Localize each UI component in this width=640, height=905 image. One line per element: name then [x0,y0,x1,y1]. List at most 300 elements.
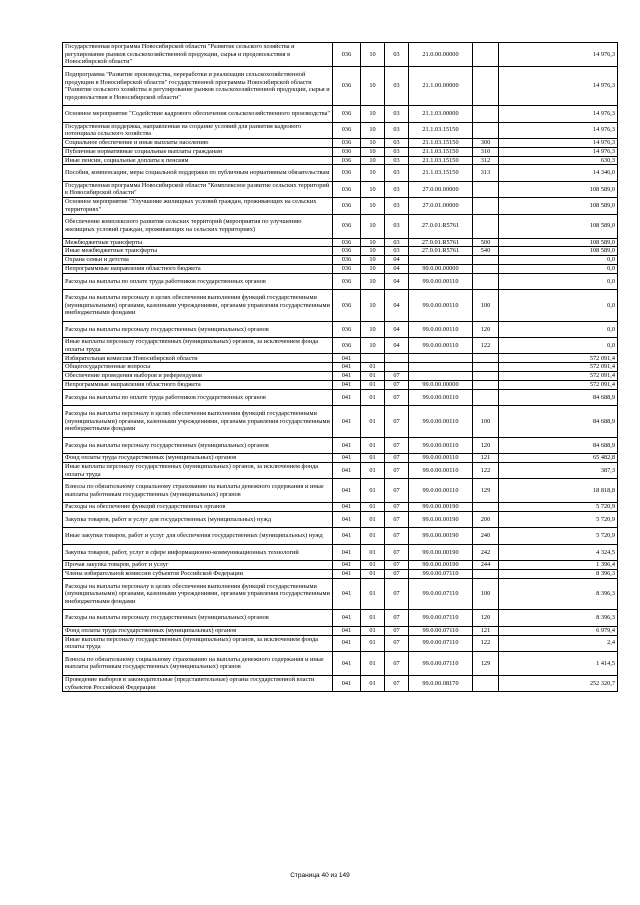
row-name-cell: Расходы на выплаты персоналу в целях обеспечения выполнения функций государственными (муниципальными) органами, казенными учреждениями, органами управления государственными внебюджетными фондами [63,290,333,322]
subsection-code-cell: 07 [385,675,409,691]
amount-cell: 387,3 [499,462,618,478]
amount-cell: 1 396,4 [499,561,618,570]
subsection-code-cell: 07 [385,389,409,405]
subsection-code-cell: 03 [385,67,409,106]
grbs-code-cell: 041 [333,635,361,651]
row-name-cell: Публичные нормативные социальные выплаты гражданам [63,147,333,156]
target-article-cell: 99.0.00.00110 [409,479,473,503]
table-row [63,437,618,453]
target-article-cell: 99.0.00.00110 [409,389,473,405]
amount-cell: 4 324,5 [499,544,618,560]
subsection-code-cell: 04 [385,290,409,322]
target-article-cell: 99.0.00.00110 [409,273,473,289]
section-code-cell: 01 [361,675,385,691]
grbs-code-cell: 041 [333,389,361,405]
table-row [63,122,618,138]
row-name-cell: Подпрограмма "Развитие производства, переработки и реализации сельскохозяйственной продукции в Новосибирской области" государственной программы Новосибирской области "Развитие сельского хозяйства и регулирование рынков сельскохозяйственной продукции, сырья и продовольствия в Новосибирской области" [63,67,333,106]
subsection-code-cell: 04 [385,273,409,289]
subsection-code-cell: 03 [385,147,409,156]
subsection-code-cell: 07 [385,610,409,626]
subsection-code-cell: 04 [385,256,409,265]
table-row [63,147,618,156]
row-name-cell: Избирательная комиссия Новосибирской области [63,354,333,363]
row-name-cell: Основное мероприятие "Улучшение жилищных условий граждан, проживающих на сельских территориях" [63,198,333,214]
row-name-cell: Пособия, компенсации, меры социальной поддержки по публичным нормативным обязательствам [63,165,333,181]
subsection-code-cell: 07 [385,462,409,478]
row-name-cell: Фонд оплаты труда государственных (муниципальных) органов [63,626,333,635]
subsection-code-cell: 07 [385,570,409,579]
target-article-cell: 99.0.00.00110 [409,290,473,322]
subsection-code-cell: 07 [385,479,409,503]
grbs-code-cell: 036 [333,138,361,147]
table-row [63,264,618,273]
section-code-cell: 10 [361,273,385,289]
expense-type-cell [473,570,499,579]
table-row [63,181,618,197]
subsection-code-cell: 03 [385,181,409,197]
row-name-cell: Расходы на выплаты персоналу в целях обеспечения выполнения функций государственными (муниципальными) органами, казенными учреждениями, органами управления государственными внебюджетными фондами [63,406,333,438]
table-row [63,138,618,147]
table-row [63,544,618,560]
target-article-cell: 99.0.00.00190 [409,503,473,512]
section-code-cell: 10 [361,106,385,122]
amount-cell: 14 346,0 [499,165,618,181]
amount-cell: 5 720,9 [499,512,618,528]
amount-cell: 0,0 [499,256,618,265]
grbs-code-cell: 041 [333,578,361,610]
expense-type-cell [473,503,499,512]
subsection-code-cell: 07 [385,380,409,389]
table-row [63,626,618,635]
expense-type-cell [473,363,499,372]
expense-type-cell: 122 [473,462,499,478]
grbs-code-cell: 041 [333,651,361,675]
amount-cell: 5 720,9 [499,503,618,512]
grbs-code-cell: 036 [333,67,361,106]
table-row [63,247,618,256]
grbs-code-cell: 041 [333,503,361,512]
table-row [63,372,618,381]
amount-cell: 252 320,7 [499,675,618,691]
target-article-cell: 27.0.01.00000 [409,198,473,214]
expense-type-cell [473,181,499,197]
table-row [63,561,618,570]
table-row [63,273,618,289]
section-code-cell: 01 [361,570,385,579]
section-code-cell: 01 [361,610,385,626]
subsection-code-cell: 07 [385,372,409,381]
subsection-code-cell: 04 [385,338,409,354]
row-name-cell: Члены избирательной комиссии субъектов Российской Федерации [63,570,333,579]
grbs-code-cell: 041 [333,372,361,381]
expense-type-cell: 129 [473,479,499,503]
grbs-code-cell: 041 [333,570,361,579]
subsection-code-cell: 03 [385,214,409,238]
target-article-cell: 99.0.00.07110 [409,578,473,610]
table-row [63,290,618,322]
grbs-code-cell: 041 [333,479,361,503]
target-article-cell: 21.1.03.15150 [409,122,473,138]
section-code-cell: 10 [361,256,385,265]
table-row [63,389,618,405]
grbs-code-cell: 036 [333,106,361,122]
section-code-cell: 01 [361,363,385,372]
row-name-cell: Иные выплаты персоналу государственных (муниципальных) органов, за исключением фонда оплаты труда [63,338,333,354]
subsection-code-cell: 07 [385,635,409,651]
expense-type-cell: 120 [473,610,499,626]
section-code-cell: 10 [361,43,385,67]
section-code-cell: 01 [361,372,385,381]
amount-cell: 5 720,9 [499,528,618,544]
row-name-cell: Иные закупки товаров, работ и услуг для обеспечения государственных (муниципальных) нужд [63,528,333,544]
table-row [63,321,618,337]
section-code-cell: 10 [361,247,385,256]
row-name-cell: Обеспечение проведения выборов и референдумов [63,372,333,381]
target-article-cell: 99.0.00.00000 [409,264,473,273]
table-row [63,512,618,528]
expense-type-cell [473,67,499,106]
grbs-code-cell: 036 [333,264,361,273]
section-code-cell: 10 [361,122,385,138]
subsection-code-cell: 03 [385,198,409,214]
budget-table [62,42,618,692]
expense-type-cell: 122 [473,635,499,651]
table-row [63,570,618,579]
amount-cell: 14 976,3 [499,122,618,138]
row-name-cell: Взносы по обязательному социальному страхованию на выплаты денежного содержания и иные выплаты работникам государственных (муниципальных) органов [63,651,333,675]
target-article-cell: 99.0.00.00190 [409,544,473,560]
grbs-code-cell: 036 [333,147,361,156]
target-article-cell: 99.0.00.00110 [409,338,473,354]
expense-type-cell: 100 [473,406,499,438]
grbs-code-cell: 036 [333,290,361,322]
table-row [63,363,618,372]
amount-cell: 14 976,3 [499,138,618,147]
grbs-code-cell: 041 [333,454,361,463]
row-name-cell: Иные выплаты персоналу государственных (муниципальных) органов, за исключением фонда оплаты труда [63,635,333,651]
target-article-cell: 99.0.00.07110 [409,626,473,635]
subsection-code-cell: 07 [385,544,409,560]
target-article-cell [409,363,473,372]
amount-cell: 0,0 [499,273,618,289]
expense-type-cell [473,372,499,381]
row-name-cell: Проведение выборов в законодательные (представительные) органы государственной власти субъектов Российской Федерации [63,675,333,691]
row-name-cell: Государственная программа Новосибирской области "Комплексное развитие сельских территорий в Новосибирской области" [63,181,333,197]
section-code-cell: 01 [361,389,385,405]
section-code-cell: 10 [361,156,385,165]
table-row [63,354,618,363]
section-code-cell: 01 [361,406,385,438]
grbs-code-cell: 036 [333,273,361,289]
amount-cell: 84 688,9 [499,406,618,438]
amount-cell: 14 976,3 [499,67,618,106]
target-article-cell: 99.0.00.07110 [409,635,473,651]
amount-cell: 0,0 [499,264,618,273]
target-article-cell: 21.1.03.15150 [409,165,473,181]
section-code-cell: 10 [361,264,385,273]
grbs-code-cell: 036 [333,43,361,67]
row-name-cell: Взносы по обязательному социальному страхованию на выплаты денежного содержания и иные выплаты работникам государственных (муниципальных) органов [63,479,333,503]
subsection-code-cell: 03 [385,165,409,181]
amount-cell: 630,3 [499,156,618,165]
table-row [63,380,618,389]
target-article-cell: 99.0.00.00110 [409,321,473,337]
expense-type-cell: 313 [473,165,499,181]
section-code-cell: 10 [361,181,385,197]
row-name-cell: Обеспечение комплексного развития сельских территорий (мероприятия по улучшению жилищных условий граждан, проживающих на сельских территориях) [63,214,333,238]
amount-cell: 108 589,0 [499,214,618,238]
subsection-code-cell: 03 [385,106,409,122]
subsection-code-cell: 03 [385,156,409,165]
grbs-code-cell: 036 [333,321,361,337]
expense-type-cell [473,354,499,363]
subsection-code-cell: 03 [385,122,409,138]
table-row [63,578,618,610]
target-article-cell: 27.0.00.00000 [409,181,473,197]
expense-type-cell [473,214,499,238]
table-row [63,238,618,247]
row-name-cell: Межбюджетные трансферты [63,238,333,247]
amount-cell: 108 589,0 [499,247,618,256]
target-article-cell: 99.0.00.00190 [409,512,473,528]
grbs-code-cell: 041 [333,354,361,363]
expense-type-cell: 200 [473,512,499,528]
grbs-code-cell: 036 [333,238,361,247]
grbs-code-cell: 036 [333,122,361,138]
subsection-code-cell: 07 [385,528,409,544]
expense-type-cell: 120 [473,437,499,453]
subsection-code-cell: 07 [385,454,409,463]
row-name-cell: Непрограммные направления областного бюджета [63,264,333,273]
amount-cell: 14 976,3 [499,147,618,156]
target-article-cell: 27.0.01.R5761 [409,214,473,238]
table-row [63,454,618,463]
section-code-cell: 10 [361,138,385,147]
amount-cell: 108 589,0 [499,181,618,197]
amount-cell: 84 688,9 [499,437,618,453]
amount-cell: 65 482,8 [499,454,618,463]
section-code-cell [361,354,385,363]
table-row [63,528,618,544]
target-article-cell [409,256,473,265]
expense-type-cell: 240 [473,528,499,544]
grbs-code-cell: 036 [333,256,361,265]
table-row [63,479,618,503]
row-name-cell: Фонд оплаты труда государственных (муниципальных) органов [63,454,333,463]
section-code-cell: 10 [361,214,385,238]
amount-cell: 0,0 [499,338,618,354]
row-name-cell: Закупка товаров, работ и услуг для государственных (муниципальных) нужд [63,512,333,528]
expense-type-cell [473,675,499,691]
subsection-code-cell: 03 [385,238,409,247]
row-name-cell: Расходы на выплаты персоналу государственных (муниципальных) органов [63,437,333,453]
row-name-cell: Основное мероприятие "Содействие кадрового обеспечения сельскохозяйственного производства" [63,106,333,122]
subsection-code-cell: 03 [385,138,409,147]
grbs-code-cell: 041 [333,380,361,389]
section-code-cell: 01 [361,578,385,610]
subsection-code-cell: 03 [385,247,409,256]
amount-cell: 6 979,4 [499,626,618,635]
grbs-code-cell: 041 [333,610,361,626]
expense-type-cell [473,256,499,265]
amount-cell: 84 688,9 [499,389,618,405]
table-row [63,67,618,106]
expense-type-cell: 242 [473,544,499,560]
section-code-cell: 01 [361,454,385,463]
expense-type-cell: 121 [473,626,499,635]
row-name-cell: Непрограммные направления областного бюджета [63,380,333,389]
amount-cell: 2,4 [499,635,618,651]
amount-cell: 1 414,5 [499,651,618,675]
grbs-code-cell: 041 [333,406,361,438]
section-code-cell: 01 [361,503,385,512]
table-row [63,635,618,651]
section-code-cell: 10 [361,147,385,156]
table-row [63,165,618,181]
amount-cell: 8 396,3 [499,578,618,610]
row-name-cell: Государственная программа Новосибирской области "Развитие сельского хозяйства и регулирование рынков сельскохозяйственной продукции, сырья и продовольствия в Новосибирской области" [63,43,333,67]
subsection-code-cell: 07 [385,503,409,512]
target-article-cell [409,354,473,363]
grbs-code-cell: 041 [333,462,361,478]
amount-cell: 18 818,8 [499,479,618,503]
subsection-code-cell: 07 [385,437,409,453]
table-row [63,214,618,238]
section-code-cell: 01 [361,544,385,560]
section-code-cell: 01 [361,626,385,635]
row-name-cell: Расходы на выплаты персоналу государственных (муниципальных) органов [63,610,333,626]
section-code-cell: 10 [361,165,385,181]
expense-type-cell: 122 [473,338,499,354]
row-name-cell: Иные пенсии, социальные доплаты к пенсиям [63,156,333,165]
target-article-cell: 27.0.01.R5761 [409,238,473,247]
section-code-cell: 01 [361,651,385,675]
grbs-code-cell: 041 [333,561,361,570]
table-row [63,503,618,512]
subsection-code-cell [385,354,409,363]
subsection-code-cell [385,363,409,372]
table-row [63,198,618,214]
target-article-cell: 99.0.00.00190 [409,561,473,570]
row-name-cell: Расходы на обеспечение функций государственных органов [63,503,333,512]
section-code-cell: 01 [361,462,385,478]
target-article-cell: 99.0.00.07110 [409,651,473,675]
amount-cell: 108 589,0 [499,198,618,214]
grbs-code-cell: 041 [333,437,361,453]
subsection-code-cell: 04 [385,321,409,337]
expense-type-cell [473,198,499,214]
section-code-cell: 10 [361,238,385,247]
table-row [63,462,618,478]
target-article-cell: 21.1.00.00000 [409,67,473,106]
row-name-cell: Прочая закупка товаров, работ и услуг [63,561,333,570]
expense-type-cell: 500 [473,238,499,247]
target-article-cell: 27.0.01.R5761 [409,247,473,256]
expense-type-cell: 100 [473,578,499,610]
section-code-cell: 10 [361,338,385,354]
section-code-cell: 01 [361,561,385,570]
row-name-cell: Общегосударственные вопросы [63,363,333,372]
target-article-cell: 99.0.00.00110 [409,454,473,463]
target-article-cell: 21.1.03.15150 [409,138,473,147]
section-code-cell: 01 [361,635,385,651]
expense-type-cell: 310 [473,147,499,156]
expense-type-cell [473,389,499,405]
subsection-code-cell: 07 [385,561,409,570]
amount-cell: 14 976,3 [499,106,618,122]
grbs-code-cell: 036 [333,214,361,238]
expense-type-cell [473,43,499,67]
expense-type-cell [473,122,499,138]
row-name-cell: Расходы на выплаты персоналу государственных (муниципальных) органов [63,321,333,337]
row-name-cell: Расходы на выплаты по оплате труда работников государственных органов [63,273,333,289]
amount-cell: 0,0 [499,321,618,337]
expense-type-cell: 121 [473,454,499,463]
row-name-cell: Социальное обеспечение и иные выплаты населению [63,138,333,147]
target-article-cell [409,372,473,381]
target-article-cell: 21.1.03.00000 [409,106,473,122]
expense-type-cell: 244 [473,561,499,570]
amount-cell: 0,0 [499,290,618,322]
expense-type-cell: 300 [473,138,499,147]
subsection-code-cell: 07 [385,406,409,438]
expense-type-cell: 100 [473,290,499,322]
amount-cell: 8 396,3 [499,570,618,579]
target-article-cell: 99.0.00.07110 [409,610,473,626]
page-footer: Страница 40 из 149 [290,872,350,879]
amount-cell: 108 589,0 [499,238,618,247]
target-article-cell: 99.0.00.00110 [409,437,473,453]
section-code-cell: 01 [361,437,385,453]
subsection-code-cell: 07 [385,512,409,528]
target-article-cell: 99.0.00.00000 [409,380,473,389]
table-row [63,156,618,165]
grbs-code-cell: 041 [333,544,361,560]
table-row [63,651,618,675]
section-code-cell: 01 [361,380,385,389]
row-name-cell: Иные межбюджетные трансферты [63,247,333,256]
grbs-code-cell: 036 [333,338,361,354]
table-row [63,256,618,265]
grbs-code-cell: 036 [333,181,361,197]
subsection-code-cell: 04 [385,264,409,273]
amount-cell: 14 976,3 [499,43,618,67]
row-name-cell: Расходы на выплаты персоналу в целях обеспечения выполнения функций государственными (муниципальными) органами, казенными учреждениями, органами управления государственными внебюджетными фондами [63,578,333,610]
section-code-cell: 01 [361,528,385,544]
section-code-cell: 10 [361,321,385,337]
amount-cell: 8 396,3 [499,610,618,626]
target-article-cell: 21.1.03.15150 [409,147,473,156]
target-article-cell: 99.0.00.00110 [409,406,473,438]
section-code-cell: 10 [361,198,385,214]
target-article-cell: 99.0.00.08170 [409,675,473,691]
subsection-code-cell: 07 [385,651,409,675]
subsection-code-cell: 03 [385,43,409,67]
expense-type-cell: 129 [473,651,499,675]
row-name-cell: Расходы на выплаты по оплате труда работников государственных органов [63,389,333,405]
amount-cell: 572 091,4 [499,372,618,381]
expense-type-cell [473,264,499,273]
grbs-code-cell: 041 [333,675,361,691]
grbs-code-cell: 036 [333,198,361,214]
target-article-cell: 99.0.00.07110 [409,570,473,579]
amount-cell: 572 091,4 [499,363,618,372]
grbs-code-cell: 036 [333,156,361,165]
expense-type-cell: 312 [473,156,499,165]
grbs-code-cell: 041 [333,528,361,544]
expense-type-cell [473,273,499,289]
amount-cell: 572 091,4 [499,380,618,389]
